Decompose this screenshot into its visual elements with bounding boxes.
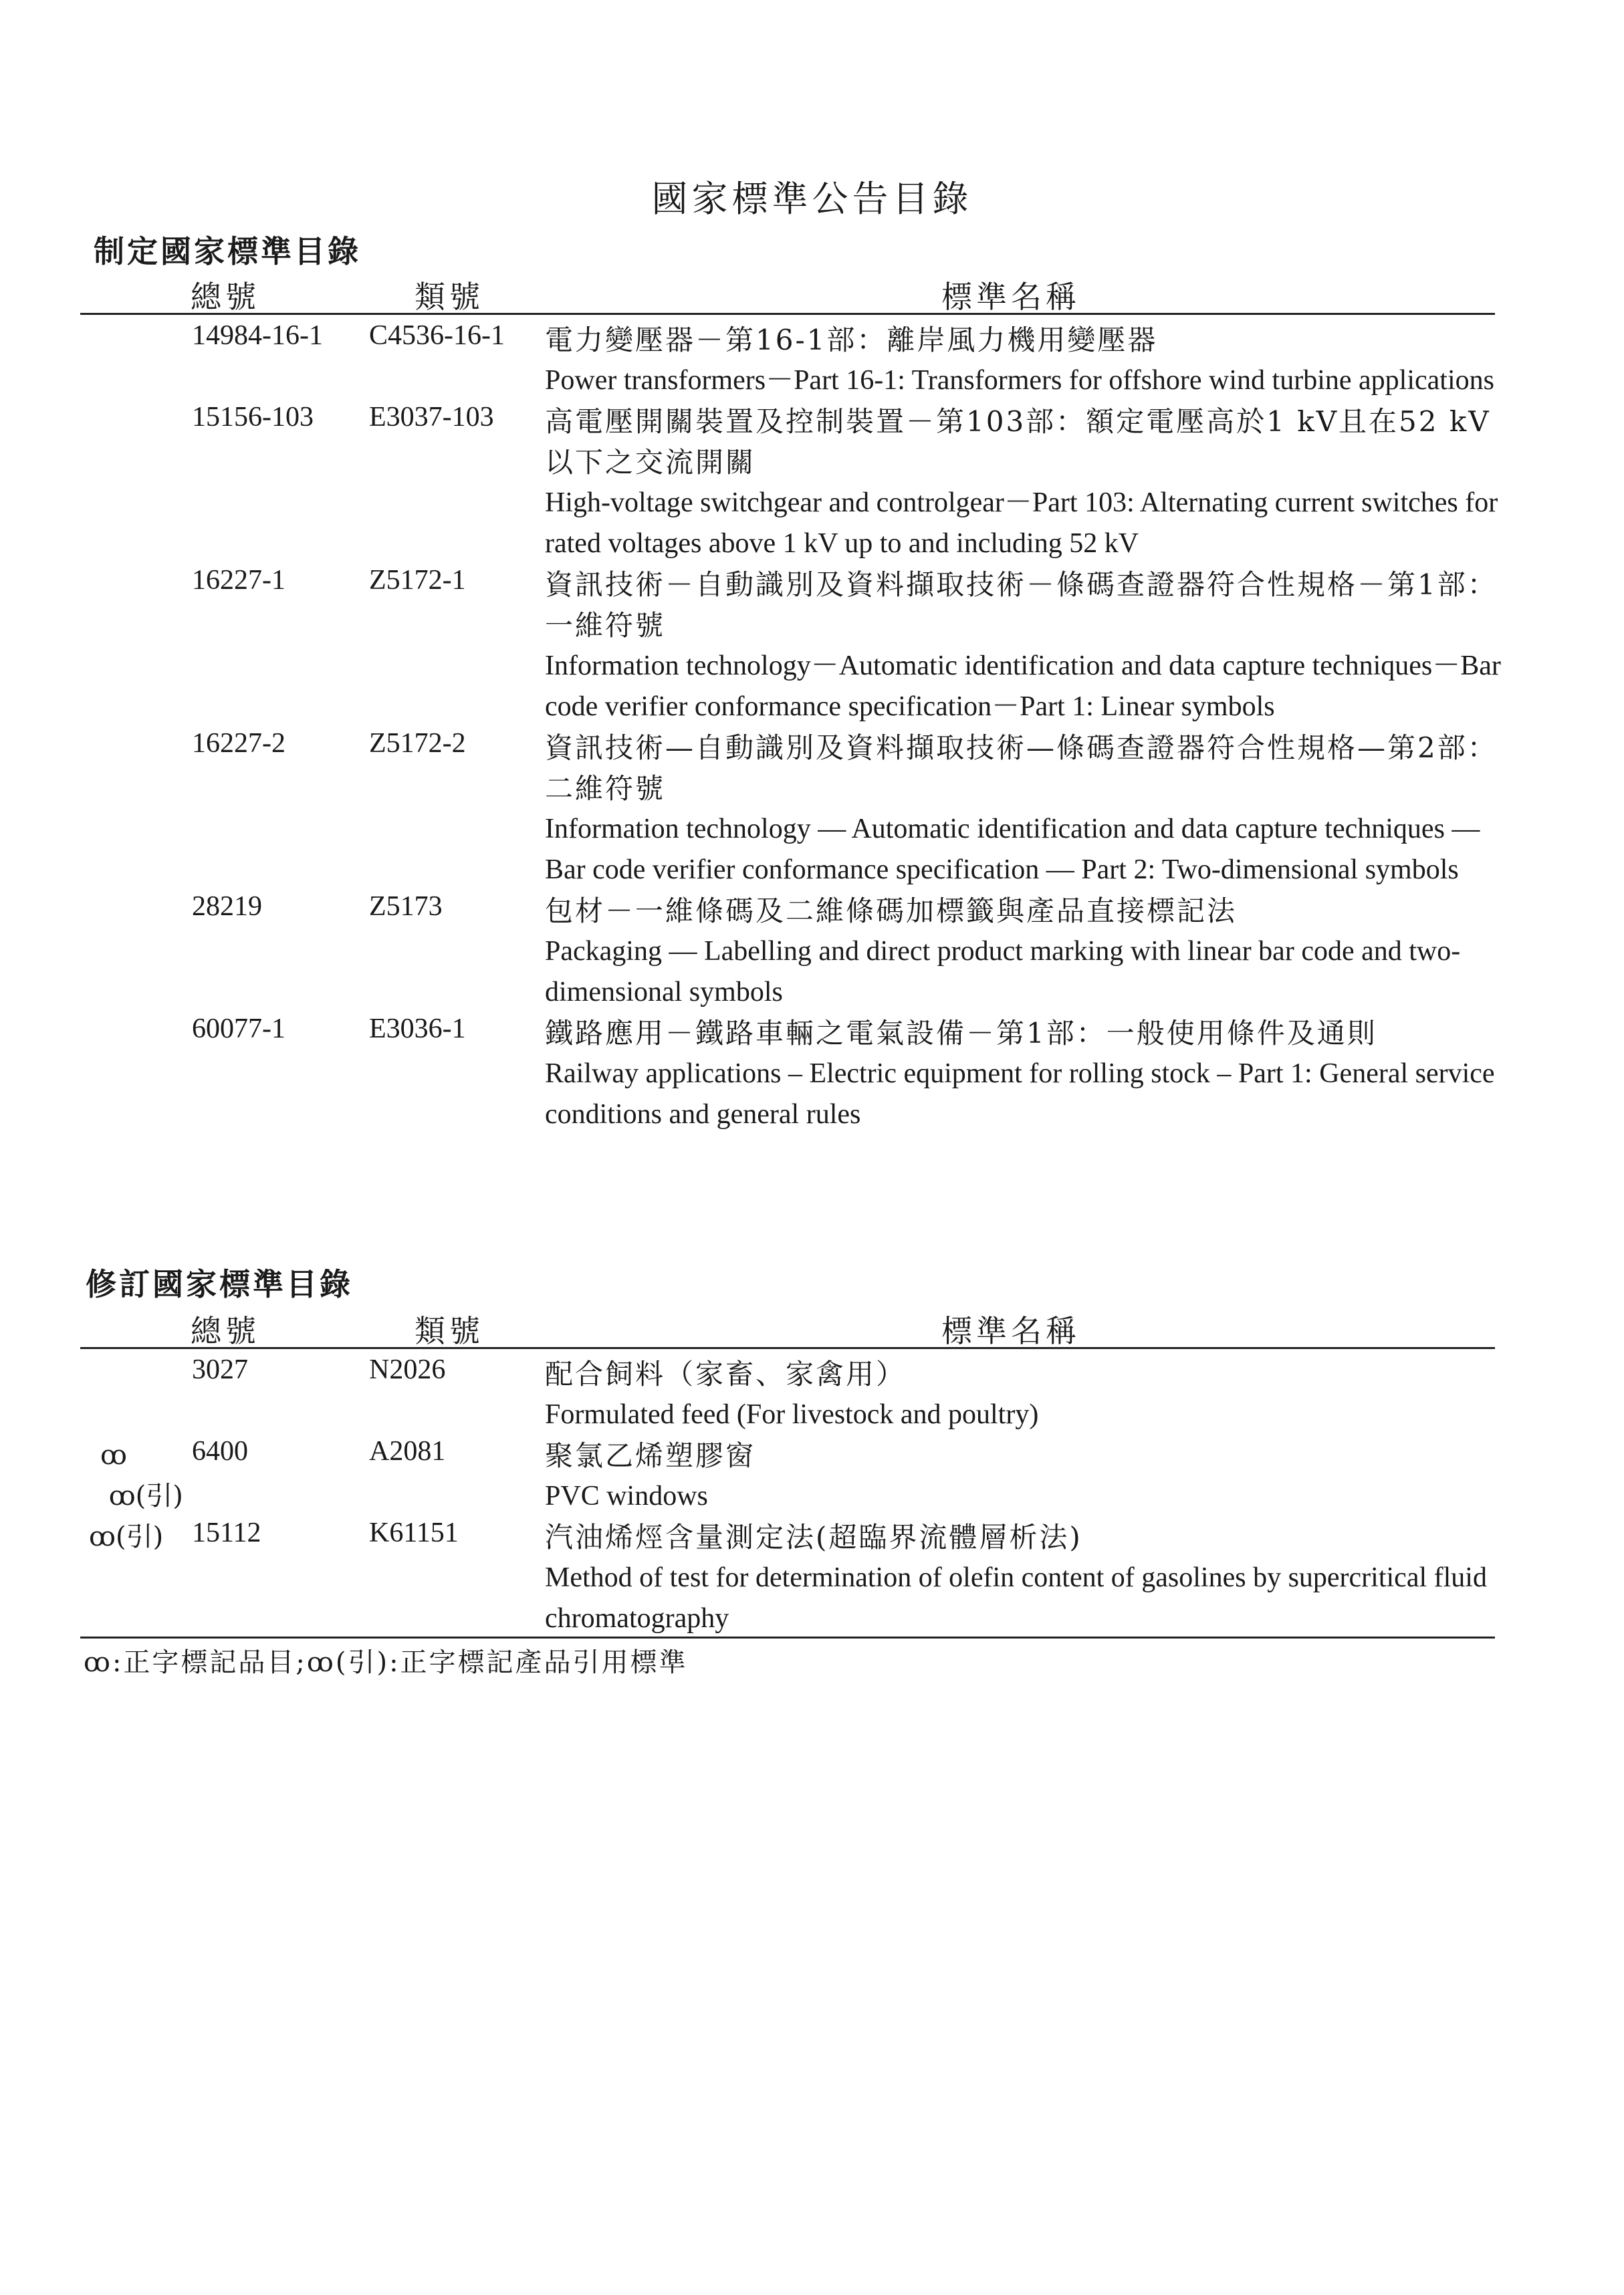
total-no: 28219 <box>192 891 262 922</box>
revised-list <box>0 1354 1624 1639</box>
header-class-no: 類號 <box>415 1313 484 1349</box>
table-row <box>0 1354 1624 1435</box>
class-no: A2081 <box>369 1436 446 1467</box>
standard-name-zh: 資訊技術－自動識別及資料擷取技術－條碼查證器符合性規格－第1部：一維符號 <box>545 568 1498 642</box>
standard-name-zh: 高電壓開關裝置及控制裝置－第103部：額定電壓高於1 kV且在52 kV以下之交流開關 <box>545 405 1491 479</box>
standard-name-zh: 鐵路應用－鐵路車輛之電氣設備－第1部：一般使用條件及通則 <box>545 1017 1377 1050</box>
table-row <box>0 564 1624 727</box>
class-no: Z5172-1 <box>369 565 466 596</box>
footer-rule <box>80 1637 1495 1639</box>
class-no: E3037-103 <box>369 402 494 433</box>
class-no: E3036-1 <box>369 1013 466 1044</box>
standard-name-en: Formulated feed (For livestock and poultry) <box>545 1399 1039 1430</box>
page-title: 國家標準公告目錄 <box>651 178 973 220</box>
header-rule <box>80 1347 1495 1349</box>
standard-name <box>545 890 1501 1013</box>
class-no: K61151 <box>369 1518 459 1548</box>
standard-name-zh: 聚氯乙烯塑膠窗 <box>545 1439 756 1472</box>
certification-mark: ꚙ(引) <box>89 1522 164 1552</box>
standard-name-en: Railway applications – Electric equipment for rolling stock – Part 1: General service conditions and general rules <box>545 1058 1495 1130</box>
standard-name-en: Packaging — Labelling and direct product marking with linear bar code and two-dimensional symbols <box>545 936 1461 1007</box>
total-no: 16227-1 <box>192 565 285 596</box>
standard-name-zh: 電力變壓器－第16-1部：離岸風力機用變壓器 <box>545 324 1158 356</box>
table-row <box>0 1435 1624 1517</box>
table-row <box>0 1013 1624 1135</box>
table-row <box>0 1517 1624 1639</box>
header-standard-name: 標準名稱 <box>941 279 1080 315</box>
total-no: 15156-103 <box>192 402 314 433</box>
standard-name <box>545 1435 1501 1517</box>
standard-name-zh: 資訊技術—自動識別及資料擷取技術—條碼查證器符合性規格—第2部：二維符號 <box>545 731 1498 805</box>
header-class-no: 類號 <box>415 279 484 315</box>
header-standard-name: 標準名稱 <box>941 1313 1080 1349</box>
standard-name <box>545 564 1501 727</box>
standard-name-en: High-voltage switchgear and controlgear－Part 103: Alternating current switches for rated voltages above 1 kV up to and including 52 kV <box>545 487 1498 559</box>
standard-name-en: Information technology－Automatic identification and data capture techniques－Bar code verifier conformance specification－Part 1: Linear symbols <box>545 650 1501 722</box>
total-no: 15112 <box>192 1518 261 1548</box>
header-rule <box>80 313 1495 315</box>
standard-name-en: Method of test for determination of olefin content of gasolines by supercritical fluid chromatography <box>545 1562 1487 1634</box>
standard-name-en: Information technology — Automatic identification and data capture techniques — Bar code verifier conformance specification — Part 2: Two-dimensional symbols <box>545 814 1480 885</box>
table-row <box>0 727 1624 890</box>
standard-name-en: PVC windows <box>545 1481 708 1512</box>
footnote: ꚙ:正字標記品目;ꚙ(引):正字標記產品引用標準 <box>84 1647 688 1678</box>
class-no: C4536-16-1 <box>369 320 505 351</box>
total-no: 60077-1 <box>192 1013 285 1044</box>
standard-name <box>545 1013 1501 1135</box>
table-row <box>0 401 1624 564</box>
standard-name <box>545 727 1501 890</box>
total-no: 6400 <box>192 1436 248 1467</box>
header-total-no: 總號 <box>191 1313 260 1349</box>
total-no: 14984-16-1 <box>192 320 323 351</box>
standard-name-zh: 包材－一維條碼及二維條碼加標籤與產品直接標記法 <box>545 894 1238 927</box>
certification-mark: ꚙ ꚙ(引) <box>100 1440 183 1512</box>
class-no: N2026 <box>369 1354 446 1385</box>
standard-name <box>545 401 1501 564</box>
table-row <box>0 890 1624 1013</box>
standard-name-zh: 汽油烯烴含量測定法(超臨界流體層析法) <box>545 1521 1082 1554</box>
standard-name <box>545 1354 1501 1435</box>
class-no: Z5173 <box>369 891 443 922</box>
class-no: Z5172-2 <box>369 728 466 759</box>
total-no: 3027 <box>192 1354 248 1385</box>
enacted-list <box>0 320 1624 1135</box>
header-total-no: 總號 <box>191 279 260 315</box>
standard-name-en: Power transformers－Part 16-1: Transformers for offshore wind turbine applications <box>545 365 1494 396</box>
standard-name <box>545 1517 1501 1639</box>
table-row <box>0 320 1624 401</box>
total-no: 16227-2 <box>192 728 285 759</box>
standard-name-zh: 配合飼料（家畜、家禽用） <box>545 1358 907 1391</box>
section-heading-enacted: 制定國家標準目錄 <box>94 233 361 269</box>
standard-name <box>545 320 1501 401</box>
section-heading-revised: 修訂國家標準目錄 <box>86 1266 353 1302</box>
